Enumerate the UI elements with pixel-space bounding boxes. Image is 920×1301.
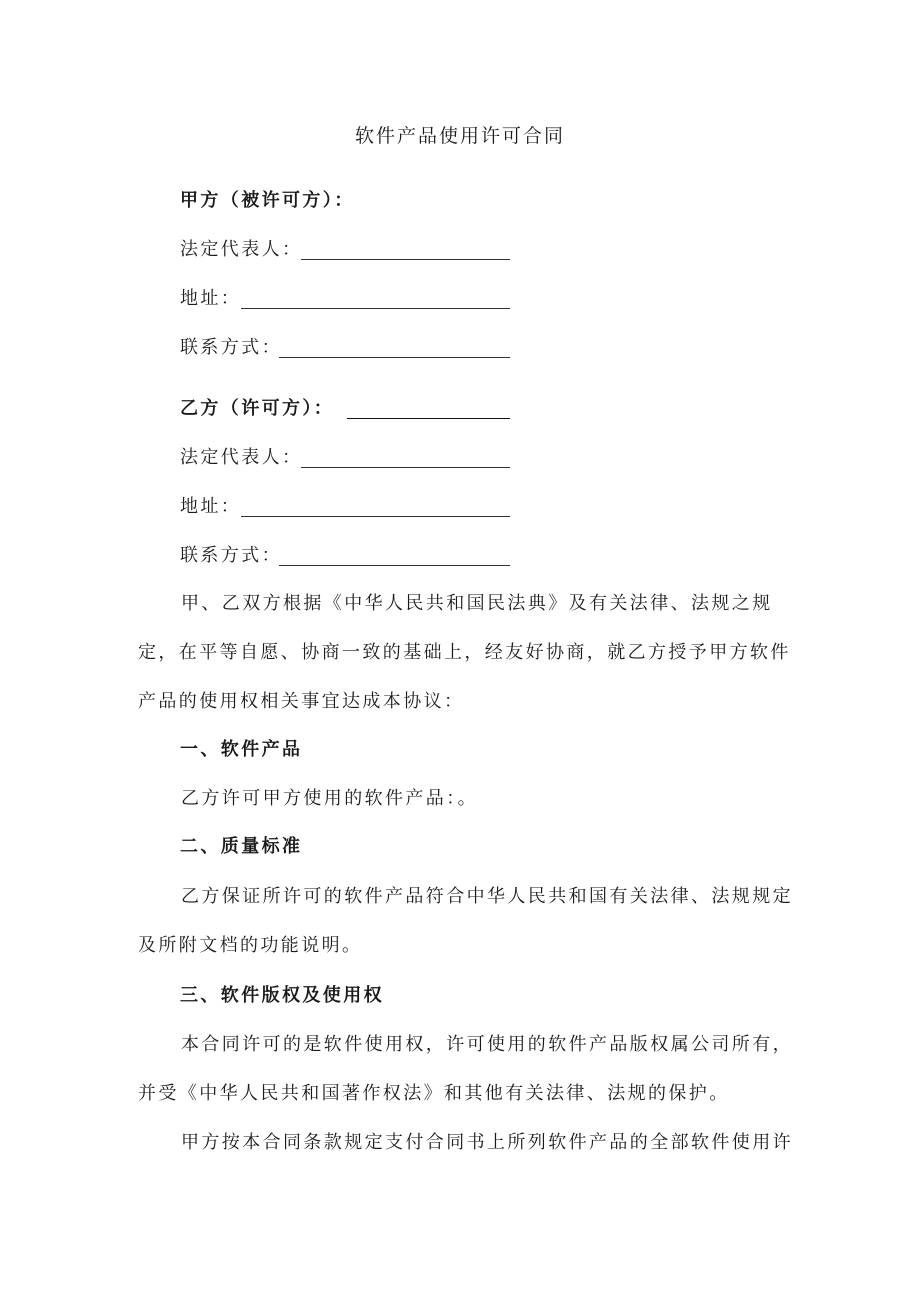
preamble-paragraph: 甲、乙双方根据《中华人民共和国民法典》及有关法律、法规之规定，在平等自愿、协商一致的基础上，经友好协商，就乙方授予甲方软件产品的使用权相关事宜达成本协议： <box>138 593 791 712</box>
section-1-paragraph: 乙方许可甲方使用的软件产品：。 <box>181 788 478 809</box>
document-title: 软件产品使用许可合同 <box>354 125 565 147</box>
section-3-paragraph-2: 甲方按本合同条款规定支付合同书上所列软件产品的全部软件使用许 <box>181 1132 793 1153</box>
party-b-contact-label: 联系方式： <box>180 545 282 566</box>
party-a-address-blank <box>241 308 510 309</box>
party-a-heading: 甲方（被许可方）： <box>180 190 355 211</box>
party-b-address-label: 地址： <box>180 496 242 517</box>
section-2-heading: 二、质量标准 <box>180 836 303 857</box>
party-a-address-label: 地址： <box>180 288 242 309</box>
party-b-rep-blank <box>301 467 510 468</box>
party-b-name-blank <box>347 418 510 419</box>
party-b-rep-label: 法定代表人： <box>180 447 303 468</box>
section-1-heading: 一、软件产品 <box>180 739 303 760</box>
section-3-heading: 三、软件版权及使用权 <box>180 985 384 1006</box>
party-a-contact-blank <box>279 357 510 358</box>
party-a-rep-label: 法定代表人： <box>180 239 303 260</box>
party-a-rep-blank <box>301 259 510 260</box>
section-2-paragraph: 乙方保证所许可的软件产品符合中华人民共和国有关法律、法规规定及所附文档的功能说明。 <box>138 886 793 956</box>
party-a-contact-label: 联系方式： <box>180 337 282 358</box>
section-3-paragraph-1: 本合同许可的是软件使用权，许可使用的软件产品版权属公司所有，并受《中华人民共和国著作权法》和其他有关法律、法规的保护。 <box>138 1034 793 1104</box>
party-b-contact-blank <box>279 565 510 566</box>
party-b-address-blank <box>241 516 510 517</box>
party-b-heading: 乙方（许可方）： <box>180 398 335 419</box>
